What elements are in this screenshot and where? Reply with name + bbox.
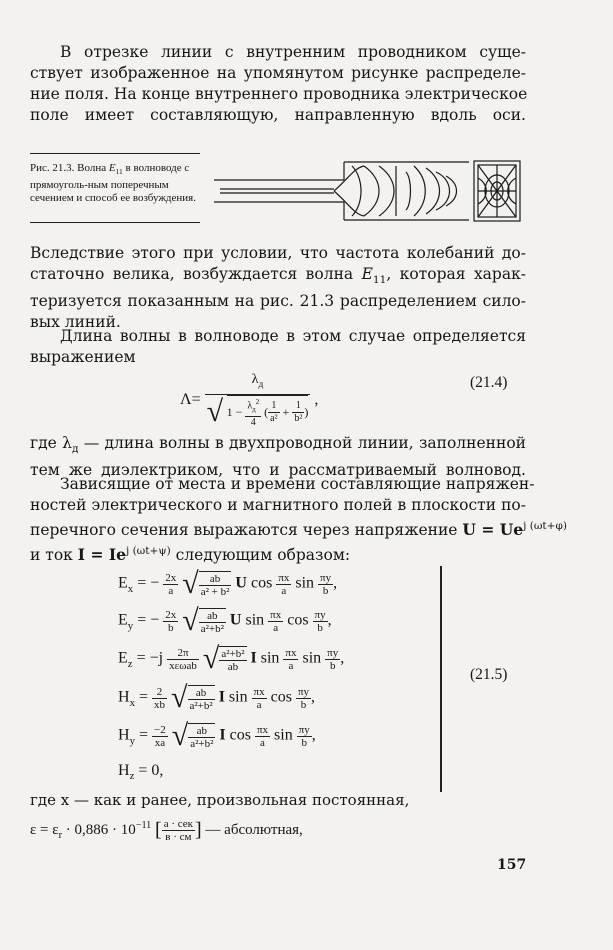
variable: U	[235, 574, 247, 592]
arg-num: πx	[270, 608, 282, 621]
coef-num: 2	[152, 686, 167, 699]
caption-top-rule	[30, 153, 200, 154]
coef-den: xεωab	[169, 659, 197, 672]
root-num: ab	[188, 725, 215, 738]
lhs-symbol: E	[118, 574, 128, 592]
text-line: ностей электрического и магнитного полей в плоскости по-	[30, 496, 526, 514]
caption-bottom-rule	[30, 222, 200, 223]
text-line: ние поля. На конце внутреннего проводника электрическое	[30, 85, 528, 103]
one: 1	[268, 400, 279, 413]
lambda-sub: д	[252, 406, 256, 414]
units-den: в · см	[165, 831, 192, 843]
func-2: sin	[274, 726, 293, 744]
lhs-symbol: E	[118, 611, 128, 629]
caption-wave: E	[108, 162, 116, 174]
arg-num: πy	[320, 571, 332, 584]
text-line: Длина волны в волноводе в этом случае определяется	[60, 327, 526, 345]
equation-number-21-5: (21.5)	[470, 666, 508, 683]
root-frac	[199, 610, 226, 635]
func-1: sin	[245, 611, 265, 629]
root-den: a²+b²	[190, 737, 214, 750]
root-frac	[199, 573, 232, 598]
root-den: a² + b²	[200, 585, 230, 598]
b-squared: b²	[294, 413, 303, 425]
units-frac	[162, 818, 195, 843]
figure-caption	[30, 162, 200, 206]
coef-frac	[163, 572, 178, 597]
eps-sub: r	[58, 829, 62, 841]
arg-num: πx	[278, 571, 290, 584]
coef-den: b	[168, 621, 174, 634]
equals: = −	[137, 574, 160, 592]
arg-1	[255, 724, 270, 749]
coef-frac	[152, 686, 167, 711]
arg-2	[313, 609, 328, 634]
func-2: sin	[302, 649, 322, 667]
arg-den: b	[300, 698, 307, 711]
arg-num: πy	[298, 723, 310, 736]
eq-line	[118, 642, 345, 675]
coef-den: xa	[154, 736, 166, 749]
arg-2	[296, 686, 311, 711]
sqrt: √ $\frac{ab}{\text{a²+b²}}$	[182, 604, 224, 637]
text-line: тем же диэлектриком, что и рассматриваемый волновод.	[30, 461, 526, 480]
eps-c: — абсолютная,	[205, 821, 303, 838]
sqrt: √ $\frac{ab}{\text{a²+b²}}$	[171, 719, 214, 752]
coef-num: 2x	[165, 608, 177, 621]
text-span: перечного сечения выражаются через напряжение	[30, 521, 458, 540]
voltage-exp: j (ωt+φ)	[523, 520, 567, 532]
lambda: λ	[251, 372, 259, 387]
arg-1	[268, 609, 283, 634]
caption-rest: в волноводе с прямоуголь-ным поперечным сечением и способ ее возбуждения.	[30, 162, 196, 205]
tail: ,	[311, 726, 316, 744]
func-2: cos	[270, 688, 292, 706]
root-num: ab	[199, 610, 226, 623]
arg-1	[252, 686, 267, 711]
text-line: Вследствие этого при условии, что частота колебаний до-	[30, 244, 526, 262]
bracket-right: ]	[195, 819, 202, 841]
root-frac	[188, 687, 215, 712]
arg-num: πy	[314, 608, 326, 621]
arg-2	[325, 647, 340, 672]
wave-sub: 11	[372, 274, 387, 287]
page-number: 157	[497, 857, 527, 873]
text-line: поле имеет составляющую, направленную вдоль оси.	[30, 106, 526, 124]
equals: = −	[137, 611, 160, 629]
tail: ,	[327, 611, 332, 629]
func-2: sin	[295, 574, 315, 592]
text-line: вых линий.	[30, 313, 121, 332]
plus: +	[282, 404, 290, 419]
bracket-left: [	[155, 819, 162, 841]
eps-b: · 0,886 · 10	[65, 821, 136, 838]
arg-num: πx	[256, 723, 269, 736]
text-span: статочно велика, возбуждается волна	[30, 265, 354, 283]
eq-line	[118, 719, 316, 752]
lhs-sub: y	[127, 619, 134, 632]
paragraph-1	[30, 42, 526, 126]
tail: ,	[340, 649, 345, 667]
text-span: где λ	[30, 434, 72, 452]
text-line: выражением	[30, 348, 136, 366]
one: 1	[292, 400, 304, 413]
sqrt: √ 1 − $\frac{\lambda_д^2}{4}$ ( $\frac{1}{\text{a²}}$ + $\frac{1}{\text{b²}}$ )	[206, 394, 309, 429]
coef-frac	[163, 609, 178, 634]
four: 4	[250, 417, 256, 429]
eq-fraction	[205, 371, 311, 429]
text-line	[30, 264, 526, 291]
eq-comma: ,	[314, 391, 319, 409]
func-1: cos	[250, 574, 273, 592]
text-line: В отрезке линии с внутренним проводником суще-	[60, 43, 526, 61]
equals: =	[139, 688, 149, 706]
eq-line-hz	[118, 762, 163, 782]
coef-frac	[152, 724, 168, 749]
waveguide-figure	[214, 158, 524, 224]
sqrt: √ $\frac{\text{a²+b²}}{ab}$	[202, 642, 245, 675]
inv-b2	[292, 400, 304, 425]
root-num: a²+b²	[221, 647, 245, 660]
coef-num: 2π	[167, 647, 199, 660]
arg-num: πy	[327, 646, 339, 659]
eps-a: ε = ε	[30, 821, 59, 838]
arg-1	[276, 572, 291, 597]
wave-symbol: E	[361, 265, 373, 283]
root-num: ab	[188, 687, 215, 700]
tail: ,	[333, 574, 338, 592]
root-den: a²+b²	[189, 699, 213, 712]
coef-den: a	[168, 584, 174, 597]
text-line: теризуется показанным на рис. 21.3 распределением сило-	[30, 292, 526, 311]
paragraph-2	[30, 243, 526, 333]
arg-den: a	[256, 698, 262, 711]
caption-wave-sub: 11	[115, 167, 123, 177]
text-span: — длина волны в двухпроводной линии, заполненной	[78, 434, 526, 452]
arg-2	[318, 572, 333, 597]
arg-num: πy	[297, 685, 310, 698]
a-squared: a²	[270, 413, 278, 425]
coef-num: −2	[154, 723, 166, 736]
arg-num: πx	[285, 646, 297, 659]
current-exp: j (ωt+ψ)	[125, 545, 171, 558]
func-1: sin	[260, 649, 280, 667]
variable: U	[229, 611, 242, 629]
eq-line	[118, 604, 332, 637]
coef-frac	[167, 647, 199, 672]
tail: ,	[311, 688, 316, 706]
one-minus: 1 −	[226, 404, 243, 419]
lhs-symbol: E	[118, 649, 128, 667]
lhs-sub: z	[129, 770, 135, 783]
sqrt: √ $\frac{ab}{\text{a²+b²}}$	[171, 681, 213, 714]
equation-number-21-4: (21.4)	[470, 374, 508, 391]
lambda: λ	[247, 400, 253, 412]
eps-exp: −11	[135, 819, 152, 831]
arg-den: a	[288, 659, 294, 672]
arg-num: πx	[253, 685, 265, 698]
brace	[434, 566, 442, 792]
arg-den: a	[273, 621, 279, 634]
arg-den: b	[322, 584, 329, 597]
equals: =	[139, 726, 149, 744]
arg-1	[283, 647, 298, 672]
arg-den: a	[281, 584, 287, 597]
text-line	[30, 541, 526, 566]
root-den: ab	[227, 660, 239, 673]
root-frac	[219, 648, 246, 673]
voltage-expr: U = Ue	[462, 520, 524, 540]
eq-lhs: Λ=	[180, 391, 201, 409]
text-line: где x — как и ранее, произвольная постоянная,	[30, 791, 410, 809]
lhs-symbol: H	[118, 762, 130, 779]
root-num: ab	[199, 573, 232, 586]
lhs-sub: x	[127, 582, 134, 595]
inv-a2	[268, 400, 279, 425]
variable: I	[219, 726, 226, 744]
lhs-sub: y	[129, 734, 135, 747]
lambda-sub: д	[258, 379, 264, 390]
func-2: cos	[287, 611, 309, 629]
arg-den: b	[301, 736, 307, 749]
units-num: a · сек	[163, 818, 193, 830]
variable: I	[218, 688, 225, 706]
eq-line	[118, 567, 338, 600]
variable: I	[250, 649, 257, 667]
root-den: a²+b²	[200, 622, 224, 635]
eq-denominator	[205, 395, 311, 429]
arg-2	[297, 724, 312, 749]
equals: = −j	[136, 649, 164, 667]
text-span: , которая харак-	[386, 265, 527, 283]
text-span: и ток	[30, 546, 73, 565]
lhs-sub: x	[129, 696, 135, 709]
text-line: ствует изображенное на упомянутом рисунке распределе-	[30, 64, 526, 82]
lambda-sup: 2	[255, 398, 260, 406]
eq-line	[118, 681, 316, 714]
coef-den: xb	[154, 698, 166, 711]
equation-21-4	[180, 371, 318, 429]
current-expr: I = Ie	[77, 545, 126, 565]
func-1: cos	[229, 726, 251, 744]
text-line	[30, 433, 526, 460]
arg-den: a	[260, 736, 265, 749]
epsilon-line	[30, 818, 303, 843]
arg-den: b	[317, 621, 323, 634]
text-span: следующим образом:	[175, 546, 351, 565]
lhs-sub: z	[127, 657, 133, 670]
lambda-sub: д	[71, 443, 79, 456]
eq-numerator	[205, 371, 311, 395]
paragraph-6	[30, 790, 526, 811]
func-1: sin	[228, 688, 248, 706]
sqrt: √ $\frac{ab}{\text{a² + b²}}$	[182, 567, 230, 600]
lhs-symbol: H	[118, 688, 130, 706]
root-frac	[188, 725, 215, 750]
coef-num: 2x	[165, 571, 177, 584]
arg-den: b	[329, 659, 336, 672]
lhs-symbol: H	[118, 726, 130, 744]
caption-prefix: Рис. 21.3. Волна	[30, 162, 107, 174]
paragraph-3	[30, 326, 526, 368]
inner-frac	[245, 397, 261, 429]
text-line: Зависящие от места и времени составляющие напряжен-	[60, 475, 535, 493]
rhs: = 0,	[138, 762, 164, 779]
